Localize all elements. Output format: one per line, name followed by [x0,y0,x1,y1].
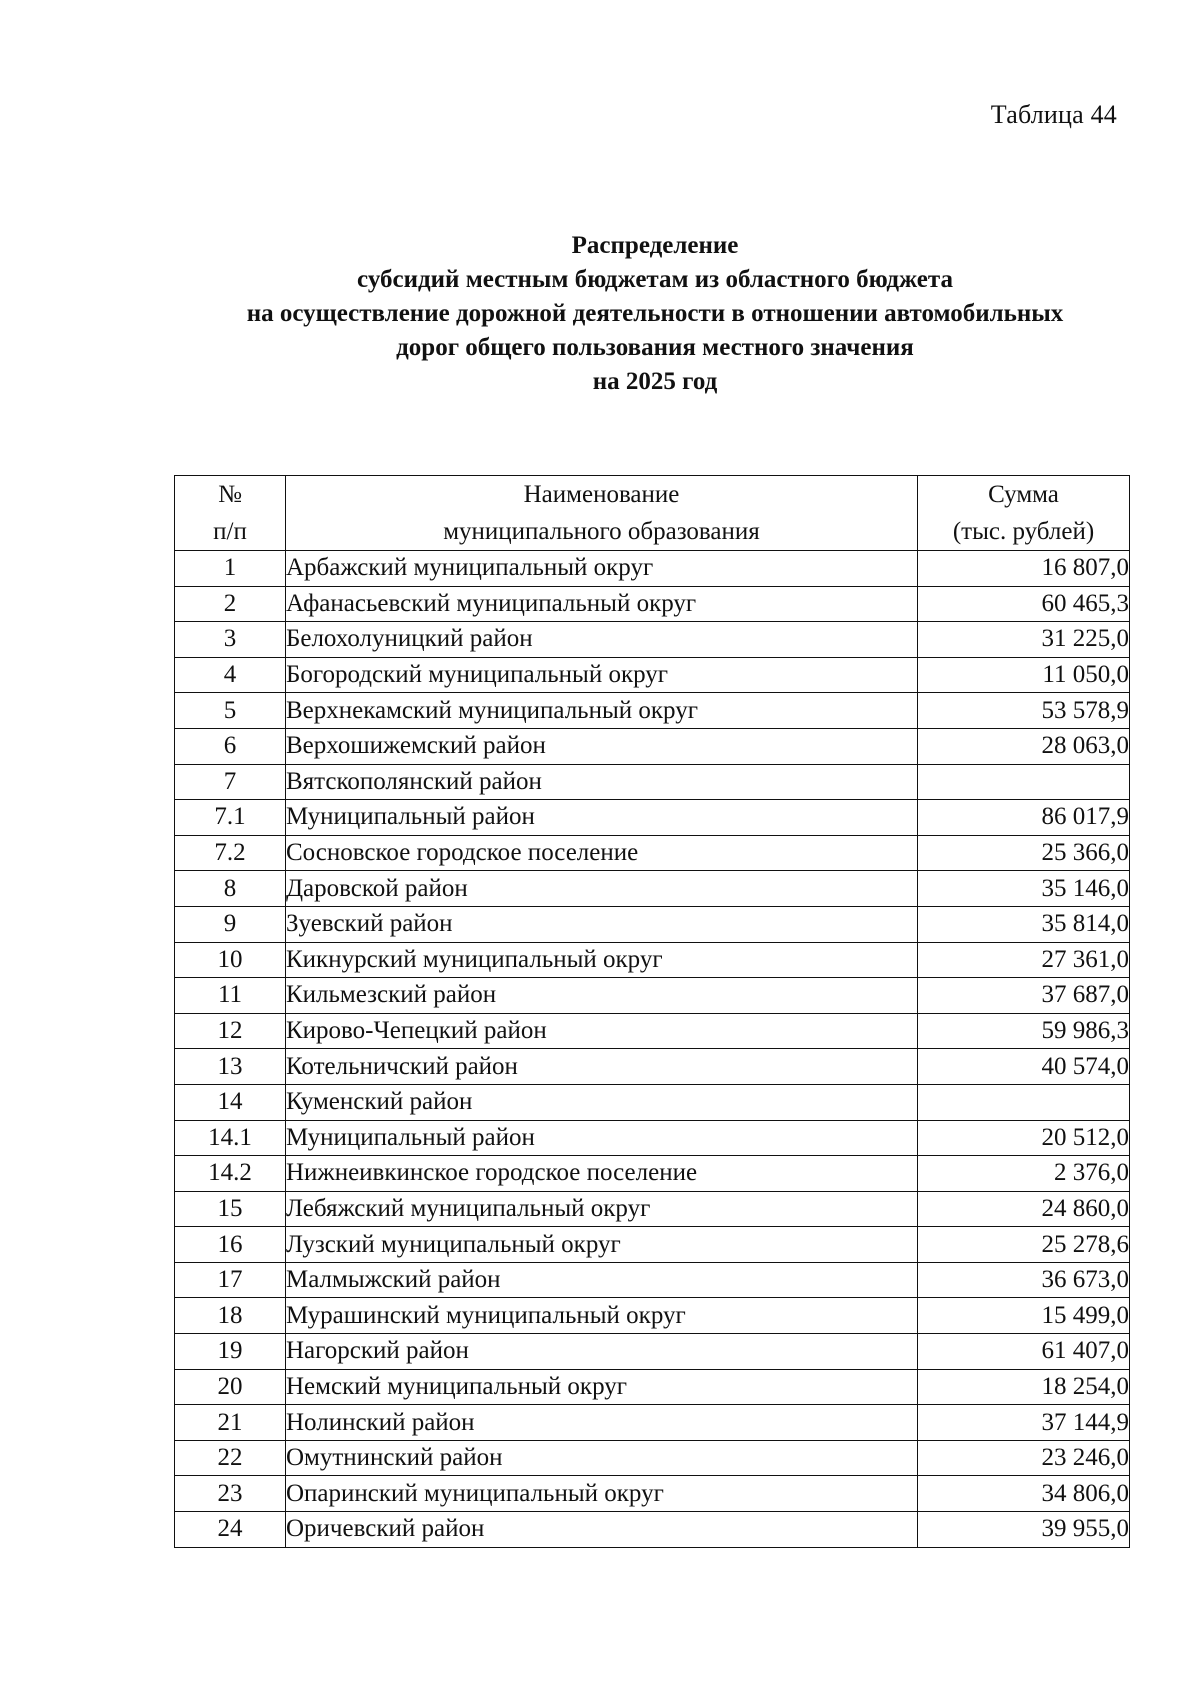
row-number: 7.1 [175,800,286,836]
subsidy-amount [918,1084,1130,1120]
table-row [175,1120,1130,1156]
header-name-line1: Наименование [523,481,680,508]
row-number: 11 [175,978,286,1014]
municipality-name: Мурашинский муниципальный округ [286,1298,918,1334]
row-number: 14 [175,1084,286,1120]
municipality-name: Кильмезский район [286,978,918,1014]
municipality-name: Верхнекамский муниципальный округ [286,693,918,729]
row-number: 5 [175,693,286,729]
subsidy-amount: 20 512,0 [918,1120,1130,1156]
table-row [175,1262,1130,1298]
subsidy-amount: 16 807,0 [918,551,1130,587]
row-number: 14.2 [175,1156,286,1192]
row-number: 1 [175,551,286,587]
table-row [175,800,1130,836]
table-row [175,906,1130,942]
row-number: 20 [175,1369,286,1405]
row-number: 6 [175,728,286,764]
table-row [175,1191,1130,1227]
table-row [175,1440,1130,1476]
row-number: 18 [175,1298,286,1334]
subsidy-amount [918,764,1130,800]
subsidy-amount: 53 578,9 [918,693,1130,729]
row-number: 8 [175,871,286,907]
municipality-name: Афанасьевский муниципальный округ [286,586,918,622]
table-row [175,1334,1130,1370]
row-number: 13 [175,1049,286,1085]
row-number: 4 [175,657,286,693]
table-row [175,764,1130,800]
subsidy-amount: 36 673,0 [918,1262,1130,1298]
table-row [175,657,1130,693]
municipality-name: Зуевский район [286,906,918,942]
table-header-row [175,476,1130,551]
municipality-name: Белохолуницкий район [286,622,918,658]
municipality-name: Вятскополянский район [286,764,918,800]
subsidy-amount: 27 361,0 [918,942,1130,978]
municipality-name: Муниципальный район [286,1120,918,1156]
municipality-name: Муниципальный район [286,800,918,836]
row-number: 23 [175,1476,286,1512]
title-line: Распределение [571,232,739,259]
municipality-name: Котельничский район [286,1049,918,1085]
table-body [175,551,1130,1548]
subsidy-amount: 18 254,0 [918,1369,1130,1405]
subsidy-amount: 37 144,9 [918,1405,1130,1441]
table-row [175,871,1130,907]
row-number: 15 [175,1191,286,1227]
title-line: дорог общего пользования местного значения [396,334,914,361]
municipality-name: Сосновское городское поселение [286,835,918,871]
table-row [175,622,1130,658]
row-number: 2 [175,586,286,622]
subsidy-amount: 61 407,0 [918,1334,1130,1370]
table-number-label: Таблица 44 [990,100,1117,129]
municipality-name: Нагорский район [286,1334,918,1370]
header-number-line2: п/п [213,518,247,545]
subsidy-amount: 24 860,0 [918,1191,1130,1227]
header-sum-line2: (тыс. рублей) [952,518,1095,545]
row-number: 9 [175,906,286,942]
municipality-name: Даровской район [286,871,918,907]
subsidy-amount: 59 986,3 [918,1013,1130,1049]
municipality-name: Нижнеивкинское городское поселение [286,1156,918,1192]
table-row [175,1084,1130,1120]
municipality-name: Кирово-Чепецкий район [286,1013,918,1049]
row-number: 17 [175,1262,286,1298]
header-number [175,476,286,551]
subsidy-amount: 37 687,0 [918,978,1130,1014]
title-line: на осуществление дорожной деятельности в отношении автомобильных [246,300,1064,327]
header-name [286,476,918,551]
subsidy-amount: 35 146,0 [918,871,1130,907]
municipality-name: Арбажский муниципальный округ [286,551,918,587]
subsidy-amount: 23 246,0 [918,1440,1130,1476]
subsidy-amount: 28 063,0 [918,728,1130,764]
municipality-name: Лузский муниципальный округ [286,1227,918,1263]
table-row [175,1049,1130,1085]
table-row [175,551,1130,587]
municipality-name: Богородский муниципальный округ [286,657,918,693]
municipality-name: Немский муниципальный округ [286,1369,918,1405]
row-number: 12 [175,1013,286,1049]
table-row [175,1298,1130,1334]
table-row [175,1013,1130,1049]
table-row [175,1227,1130,1263]
row-number: 24 [175,1512,286,1548]
row-number: 3 [175,622,286,658]
subsidy-amount: 35 814,0 [918,906,1130,942]
municipality-name: Верхошижемский район [286,728,918,764]
table-row [175,1512,1130,1548]
municipality-name: Лебяжский муниципальный округ [286,1191,918,1227]
table-row [175,1405,1130,1441]
row-number: 22 [175,1440,286,1476]
header-sum [918,476,1130,551]
table-row [175,835,1130,871]
subsidy-amount: 39 955,0 [918,1512,1130,1548]
municipality-name: Кикнурский муниципальный округ [286,942,918,978]
row-number: 19 [175,1334,286,1370]
subsidy-amount: 31 225,0 [918,622,1130,658]
table-row [175,586,1130,622]
table-row [175,942,1130,978]
subsidy-amount: 60 465,3 [918,586,1130,622]
subsidy-allocation-table [174,475,1130,1548]
table-row [175,728,1130,764]
municipality-name: Оричевский район [286,1512,918,1548]
municipality-name: Нолинский район [286,1405,918,1441]
subsidy-amount: 15 499,0 [918,1298,1130,1334]
municipality-name: Опаринский муниципальный округ [286,1476,918,1512]
subsidy-amount: 11 050,0 [918,657,1130,693]
table-row [175,1156,1130,1192]
row-number: 10 [175,942,286,978]
municipality-name: Малмыжский район [286,1262,918,1298]
header-sum-line1: Сумма [988,481,1059,508]
municipality-name: Куменский район [286,1084,918,1120]
subsidy-amount: 25 366,0 [918,835,1130,871]
document-title [175,229,1135,399]
header-number-line1: № [218,481,242,508]
title-line: на 2025 год [592,368,718,395]
row-number: 14.1 [175,1120,286,1156]
subsidy-amount: 86 017,9 [918,800,1130,836]
subsidy-amount: 25 278,6 [918,1227,1130,1263]
title-line: субсидий местным бюджетам из областного бюджета [357,266,953,293]
table-row [175,693,1130,729]
row-number: 7 [175,764,286,800]
row-number: 7.2 [175,835,286,871]
header-name-line2: муниципального образования [443,518,760,545]
row-number: 21 [175,1405,286,1441]
table-row [175,978,1130,1014]
subsidy-amount: 2 376,0 [918,1156,1130,1192]
table-row [175,1476,1130,1512]
row-number: 16 [175,1227,286,1263]
table-row [175,1369,1130,1405]
subsidy-amount: 40 574,0 [918,1049,1130,1085]
municipality-name: Омутнинский район [286,1440,918,1476]
subsidy-amount: 34 806,0 [918,1476,1130,1512]
